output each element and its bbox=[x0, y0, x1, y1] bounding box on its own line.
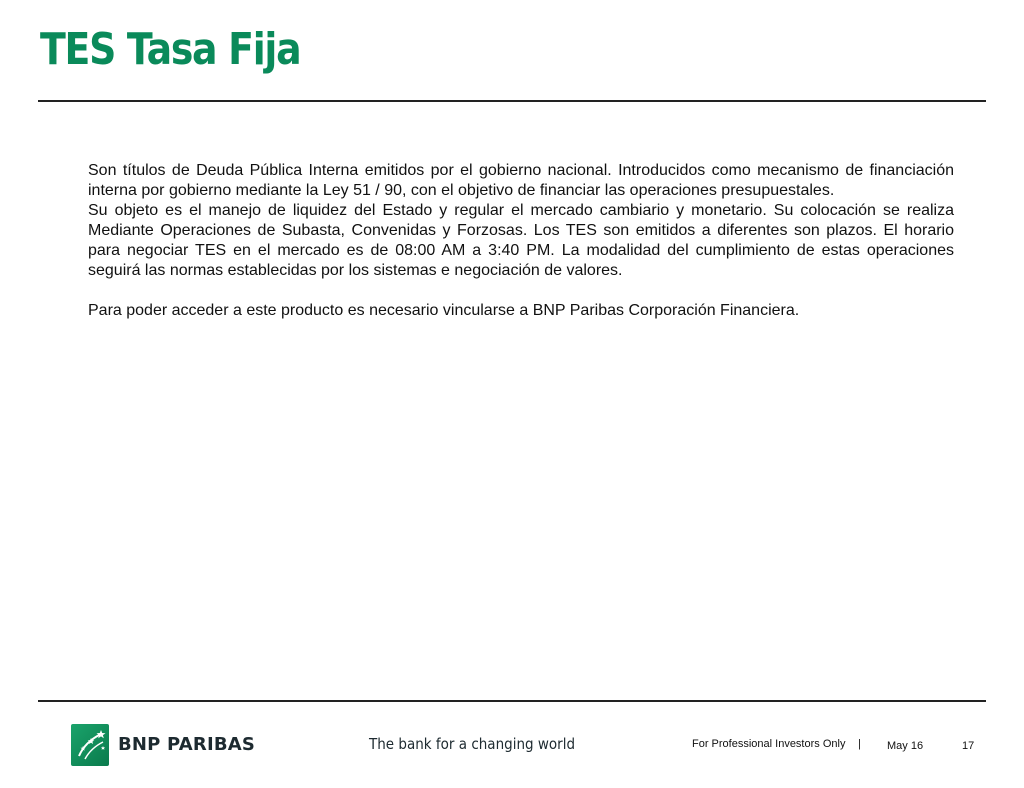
paragraph-access: Para poder acceder a este producto es necesario vincularse a BNP Paribas Corporación Financiera. bbox=[88, 302, 800, 319]
paragraph-objective: Su objeto es el manejo de liquidez del Estado y regular el mercado cambiario y monetario. Su colocación se realiza Mediante Operaciones de Subasta, Convenidas y Forzosas. Los TES son emitidos a diferentes son plazos. El horario para negociar TES en el mercado es de 08:00 AM a 3:40 PM. La modalidad del cumplimiento de estas operaciones seguirá las normas establecidas por los sistemas e negociación de valores. bbox=[88, 202, 954, 279]
footer-divider bbox=[38, 700, 986, 702]
paragraph-definition: Son títulos de Deuda Pública Interna emitidos por el gobierno nacional. Introducidos como mecanismo de financiación interna por gobierno mediante la Ley 51 / 90, con el objetivo de financiar las operaciones presupuestales. bbox=[88, 162, 954, 199]
footer-separator: | bbox=[858, 738, 861, 750]
professional-notice: For Professional Investors Only bbox=[692, 738, 846, 750]
page-number: 17 bbox=[962, 740, 975, 752]
brand-tagline: The bank for a changing world bbox=[369, 735, 576, 753]
footer-date: May 16 bbox=[887, 740, 924, 752]
bnp-paribas-stars-logo-icon bbox=[71, 724, 109, 766]
brand-name: BNP PARIBAS bbox=[118, 734, 256, 755]
slide-body bbox=[88, 161, 954, 321]
title-divider bbox=[38, 100, 986, 102]
slide-title: TES Tasa Fija bbox=[40, 24, 301, 75]
